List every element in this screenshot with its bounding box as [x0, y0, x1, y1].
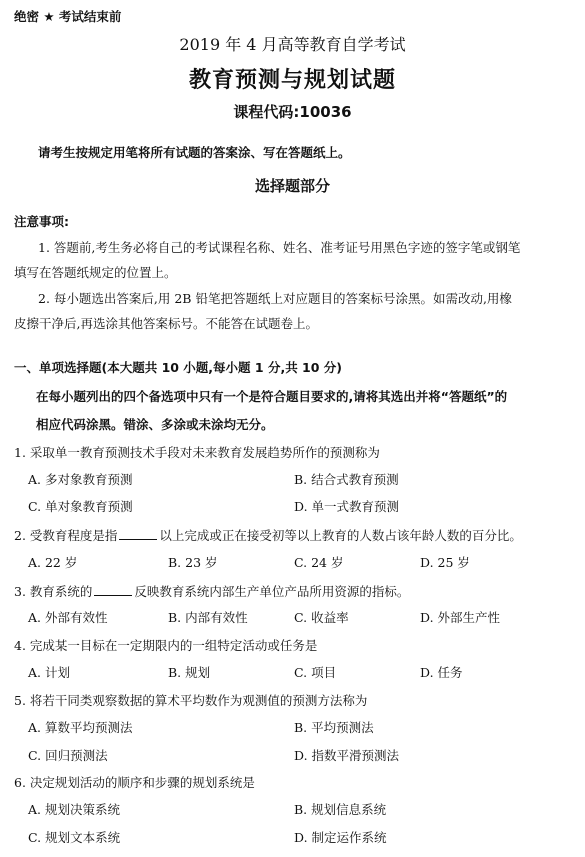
question-2-option-a: A. 22 岁: [28, 555, 78, 570]
question-4-stem: 4. 完成某一目标在一定期限内的一组特定活动或任务是: [14, 638, 318, 653]
note-2-line-1: 2. 每小题选出答案后,用 2B 铅笔把答题纸上对应题目的答案标号涂黑。如需改动,用橡: [38, 291, 512, 306]
question-1-option-a: A. 多对象教育预测: [28, 472, 133, 487]
question-6-option-c: C. 规划文本系统: [28, 830, 121, 845]
note-2-line-2: 皮擦干净后,再选涂其他答案标号。不能答在试题卷上。: [14, 316, 318, 331]
question-2-stem: [14, 528, 522, 543]
question-5-option-a: A. 算数平均预测法: [28, 720, 133, 735]
question-3-option-b: B. 内部有效性: [168, 610, 248, 625]
question-2-option-b: B. 23 岁: [168, 555, 218, 570]
subject-title: 教育预测与规划试题: [188, 68, 396, 93]
question-3-option-d: D. 外部生产性: [420, 610, 501, 625]
question-1-option-d: D. 单一式教育预测: [294, 499, 400, 514]
question-2-option-d: D. 25 岁: [420, 555, 470, 570]
note-1-line-1: 1. 答题前,考生务必将自己的考试课程名称、姓名、准考证号用黑色字迹的签字笔或钢笔: [38, 240, 521, 255]
question-1-stem: 1. 采取单一教育预测技术手段对未来教育发展趋势所作的预测称为: [14, 445, 380, 460]
question-2-stem-before: 2. 受教育程度是指: [14, 528, 118, 543]
question-1-option-b: B. 结合式教育预测: [294, 472, 399, 487]
question-2-option-c: C. 24 岁: [294, 555, 344, 570]
confidential-label: 绝密 ★ 考试结束前: [14, 9, 122, 24]
question-3-stem-before: 3. 教育系统的: [14, 584, 93, 599]
question-3-option-a: A. 外部有效性: [28, 610, 108, 625]
section-heading: 一、单项选择题(本大题共 10 小题,每小题 1 分,共 10 分): [14, 360, 343, 375]
question-3-stem: [14, 584, 409, 599]
course-code: 课程代码:10036: [233, 103, 352, 121]
answer-blank: [119, 528, 157, 540]
section-desc-line-1: 在每小题列出的四个备选项中只有一个是符合题目要求的,请将其选出并将“答题纸”的: [36, 389, 508, 404]
question-3-stem-after: 反映教育系统内部生产单位产品所用资源的指标。: [134, 584, 410, 599]
part-title: 选择题部分: [254, 177, 330, 195]
question-6-option-d: D. 制定运作系统: [294, 830, 387, 845]
question-5-option-c: C. 回归预测法: [28, 748, 108, 763]
question-2-stem-after: 以上完成或正在接受初等以上教育的人数占该年龄人数的百分比。: [159, 528, 522, 543]
question-4-option-a: A. 计划: [28, 665, 70, 680]
question-3-option-c: C. 收益率: [294, 610, 349, 625]
answer-blank: [94, 584, 132, 596]
question-6-option-a: A. 规划决策系统: [28, 802, 120, 817]
question-5-stem: 5. 将若干同类观察数据的算术平均数作为观测值的预测方法称为: [14, 693, 368, 708]
question-4-option-d: D. 任务: [420, 665, 463, 680]
question-4-option-c: C. 项目: [294, 665, 337, 680]
question-6-stem: 6. 决定规划活动的顺序和步骤的规划系统是: [14, 775, 255, 790]
question-6-option-b: B. 规划信息系统: [294, 802, 387, 817]
general-instruction: 请考生按规定用笔将所有试题的答案涂、写在答题纸上。: [38, 145, 351, 160]
note-1-line-2: 填写在答题纸规定的位置上。: [14, 265, 177, 280]
question-5-option-d: D. 指数平滑预测法: [294, 748, 400, 763]
question-1-option-c: C. 单对象教育预测: [28, 499, 133, 514]
question-5-option-b: B. 平均预测法: [294, 720, 374, 735]
exam-title: 2019 年 4 月高等教育自学考试: [179, 35, 406, 54]
question-4-option-b: B. 规划: [168, 665, 211, 680]
notes-heading: 注意事项:: [14, 214, 69, 229]
section-desc-line-2: 相应代码涂黑。错涂、多涂或未涂均无分。: [36, 417, 274, 432]
